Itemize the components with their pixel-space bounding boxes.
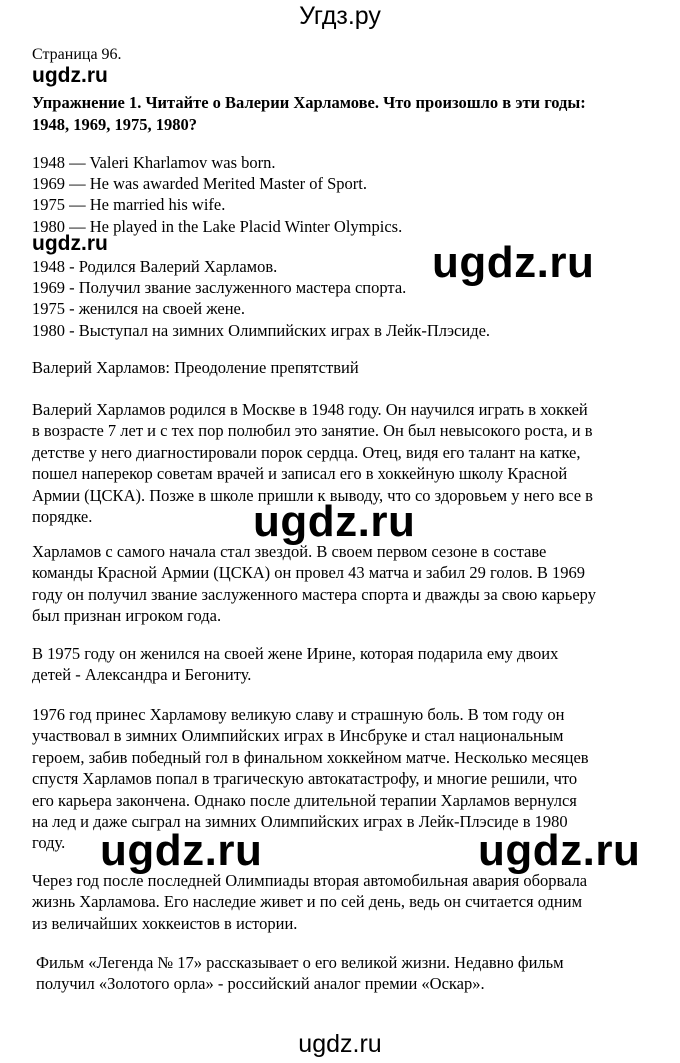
paragraph-line: Фильм «Легенда № 17» рассказывает о его великой жизни. Недавно фильм xyxy=(36,953,564,972)
russian-answers xyxy=(32,256,490,341)
paragraph xyxy=(32,643,558,686)
paragraph-line: был признан игроком года. xyxy=(32,606,222,626)
exercise-heading-line: 1948, 1969, 1975, 1980? xyxy=(32,115,197,134)
paragraph-line: Через год после последней Олимпиады вторая автомобильная авария оборвала xyxy=(32,871,588,890)
watermark: ugdz.ru xyxy=(32,64,108,87)
paragraph-line: 1976 год принес Харламову великую славу и страшную боль. В том году он xyxy=(32,705,565,724)
paragraph-line: детстве у него диагностировали порок сердца. Отец, видя его талант на катке, xyxy=(32,442,581,462)
paragraph-line: спустя Харламов попал в трагическую автокатастрофу, и многие решили, что xyxy=(32,769,578,789)
paragraph-line: на лед и даже сыграл на зимних Олимпийских играх в Лейк-Плэсиде в 1980 xyxy=(32,812,568,832)
answer-line: 1975 — He married his wife. xyxy=(32,195,226,215)
paragraph xyxy=(32,870,587,934)
watermark: ugdz.ru xyxy=(253,497,416,546)
page-number-label: Страница 96. xyxy=(32,46,122,63)
paragraph-line: из величайших хоккеистов в истории. xyxy=(32,913,298,933)
paragraph-line: героем, забив победный гол в финальном хоккейном матче. Несколько месяцев xyxy=(32,747,589,767)
watermark: ugdz.ru xyxy=(100,826,263,875)
answer-line: 1948 - Родился Валерий Харламов. xyxy=(32,257,278,276)
paragraph xyxy=(36,952,564,995)
paragraph-line: году он получил звание заслуженного мастера спорта и дважды за свою карьеру xyxy=(32,584,596,604)
exercise-heading-line: Упражнение 1. Читайте о Валерии Харламове. Что произошло в эти годы: xyxy=(32,93,586,112)
footer-site-title[interactable]: ugdz.ru xyxy=(298,1030,382,1058)
watermark: ugdz.ru xyxy=(478,826,641,875)
watermark: ugdz.ru xyxy=(32,232,108,255)
paragraph-line: команды Красной Армии (ЦСКА) он провел 43 матча и забил 29 голов. В 1969 xyxy=(32,563,586,583)
paragraph-line: участвовал в зимних Олимпийских играх в Инсбруке и стал национальным xyxy=(32,726,564,746)
paragraph-line: его карьера закончена. Однако после длительной терапии Харламов вернулся xyxy=(32,790,577,810)
answer-line: 1980 — He played in the Lake Placid Winter Olympics. xyxy=(32,216,403,236)
paragraph-line: порядке. xyxy=(32,507,93,527)
paragraph-line: Валерий Харламов родился в Москве в 1948 году. Он научился играть в хоккей xyxy=(32,400,588,419)
paragraph-line: Армии (ЦСКА). Позже в школе пришли к выводу, что со здоровьем у него все в xyxy=(32,485,593,505)
paragraph-line: В 1975 году он женился на своей жене Ирине, которая подарила ему двоих xyxy=(32,644,559,663)
paragraph-line: получил «Золотого орла» - российский аналог премии «Оскар». xyxy=(36,974,485,994)
paragraph-line: Харламов с самого начала стал звездой. В своем первом сезоне в составе xyxy=(32,542,547,561)
answer-line: 1980 - Выступал на зимних Олимпийских играх в Лейк-Плэсиде. xyxy=(32,320,491,340)
paragraph-line: пошел наперекор советам врачей и записал его в хоккейную школу Красной xyxy=(32,464,568,484)
answer-line: 1948 — Valeri Kharlamov was born. xyxy=(32,153,276,172)
site-title[interactable]: Угдз.ру xyxy=(299,2,381,30)
paragraph-line: детей - Александра и Бегониту. xyxy=(32,665,252,685)
watermark: ugdz.ru xyxy=(432,238,595,287)
article-title: Валерий Харламов: Преодоление препятствий xyxy=(32,358,359,377)
exercise-heading xyxy=(32,92,586,136)
answer-line: 1969 - Получил звание заслуженного мастера спорта. xyxy=(32,278,407,298)
paragraph-line: в возрасте 7 лет и с тех пор полюбил это занятие. Он был невысокого роста, и в xyxy=(32,421,593,441)
paragraph-line: жизнь Харламова. Его наследие живет и по сей день, ведь он считается одним xyxy=(32,892,583,912)
answer-line: 1975 - женился на своей жене. xyxy=(32,299,245,319)
english-answers xyxy=(32,152,402,237)
paragraph-line: году. xyxy=(32,833,66,853)
paragraph xyxy=(32,541,596,627)
answer-line: 1969 — He was awarded Merited Master of Sport. xyxy=(32,174,367,194)
